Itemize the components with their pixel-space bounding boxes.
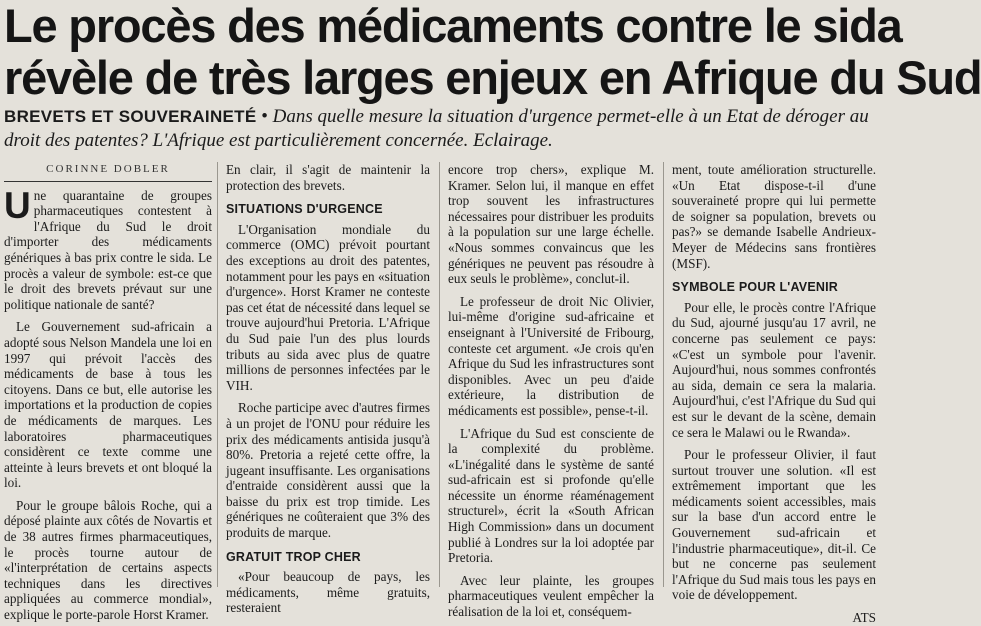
column-rule [439,162,440,587]
article-paragraph: Pour elle, le procès contre l'Afrique du Sud, ajourné jusqu'au 17 avril, ne concerne pas seulement ce pays: «C'est un symbole pour l'avenir. Aujourd'hui, nous sommes confrontés au sida, demain ce sera la malaria. Aujourd'hui, c'est l'Afrique du Sud qui est sur le devant de la scène, demain ce sera le Malawi ou le Rwanda». [672,299,876,440]
article-paragraph: Roche participe avec d'autres firmes à un projet de l'ONU pour réduire les prix des médicaments antisida jusqu'à 80%. Pretoria a rejeté cette offre, la jugeant insuffisante. Les organisations d'entraide considèrent aussi que la baisse du prix est trop timide. Les génériques ne coûteraient que 3% des produits de marque. [226,400,430,541]
article-paragraph: L'Afrique du Sud est consciente de la complexité du problème. «L'inégalité dans le système de santé sud-africain est si profonde qu'elle nécessite un énorme réaménagement structurel», écrit la «South African High Commission» dans un document publié à Londres sur la loi adoptée par Pretoria. [448,425,654,566]
deck [4,105,874,153]
article-column-1 [4,162,212,623]
article-paragraph: Avec leur plainte, les groupes pharmaceutiques veulent empêcher la réalisation de la loi et, conséquem- [448,572,654,620]
article-paragraph: En clair, il s'agit de maintenir la protection des brevets. [226,162,430,193]
subhead-situations-urgence: SITUATIONS D'URGENCE [226,202,383,217]
drop-cap: U [4,184,31,226]
headline-line-2: révèle de très larges enjeux en Afrique du Sud [4,51,981,104]
article-paragraph: Pour le professeur Olivier, il faut surtout trouver une solution. «Il est extrêmement important que les médicaments soient accessibles, mais sur la base d'un accord entre le Gouvernement sud-africain et l'industrie pharmaceutique», dit-il. Ce but ne concerne pas seulement l'Afrique du Sud mais tous les pays en voie de développement. [672,447,876,603]
column-rule [663,162,664,587]
paragraph-text: ne quarantaine de groupes pharmaceutiques contestent à l'Afrique du Sud le droit d'importer des médicaments génériques à bas prix contre le sida. Le procès a valeur de symbole: est-ce que le droit des brevets prévaut sur une politique nationale de santé? [4,187,212,312]
article-column-4 [672,162,876,626]
subhead-gratuit-trop-cher: GRATUIT TROP CHER [226,549,361,564]
deck-kicker: BREVETS ET SOUVERAINETÉ [4,107,257,126]
article-column-3 [448,162,654,620]
column-rule [217,162,218,587]
byline: CORINNE DOBLER [4,162,212,182]
article-paragraph: ment, toute amélioration structurelle. «Un Etat dispose-t-il d'une souveraineté propre qui lui permette de soigner sa population, brevets ou pas?» se demande Isabelle Andrieux-Meyer de Médecins sans frontières (MSF). [672,162,876,271]
article-source: ATS [852,610,876,626]
headline-line-1: Le procès des médicaments contre le sida [4,0,902,52]
article-paragraph: Pour le groupe bâlois Roche, qui a déposé plainte aux côtés de Novartis et de 38 autres firmes pharmaceutiques, le procès tourne autour de «l'interprétation de certains aspects techniques dans les directives appliquées au commerce mondial», explique le porte-parole Horst Kramer. [4,497,212,623]
subhead-symbole-avenir: SYMBOLE POUR L'AVENIR [672,280,838,295]
headline [4,0,981,104]
article-column-2 [226,162,430,616]
article-paragraph: L'Organisation mondiale du commerce (OMC) prévoit pourtant des exceptions au droit des patentes, notamment pour les pays en «situation d'urgence». Horst Kramer ne conteste pas cet état de nécessité dans lequel se trouve aujourd'hui Pretoria. L'Afrique du Sud paie l'un des plus lourds tributs au sida avec plus de quatre millions de personnes infectées par le VIH. [226,221,430,393]
article-paragraph [4,184,212,313]
deck-intro: Dans quelle mesure la situation d'urgence permet-elle à un Etat de déroger au droit des patentes? L'Afrique est particulièrement concernée. Eclairage. [4,106,869,151]
article-paragraph: Le professeur de droit Nic Olivier, lui-même d'origine sud-africaine et enseignant à l'Université de Fribourg, conteste cet argument. «Je crois qu'en Afrique du Sud les infrastructures sont disponibles. Avec un peu d'aide extérieure, la distribution de médicaments est possible», pense-t-il. [448,293,654,418]
deck-bullet: • [256,106,273,127]
article-paragraph: «Pour beaucoup de pays, les médicaments, même gratuits, resteraient [226,569,430,616]
article-paragraph: encore trop chers», explique M. Kramer. Selon lui, il manque en effet trop souvent les infrastructures nécessaires pour distribuer les produits à la population sur une large échelle. «Nous sommes convaincus que les génériques ne peuvent pas résoudre à eux seuls le problème», conclut-il. [448,162,654,287]
article-paragraph: Le Gouvernement sud-africain a adopté sous Nelson Mandela une loi en 1997 qui prévoit l'accès des médicaments de base à tous les citoyens. Dans ce but, elle autorise les importations et la production de copies de médicaments de marques. Les laboratoires pharmaceutiques considèrent ce texte comme une atteinte à leurs brevets et ont bloqué la loi. [4,319,212,491]
